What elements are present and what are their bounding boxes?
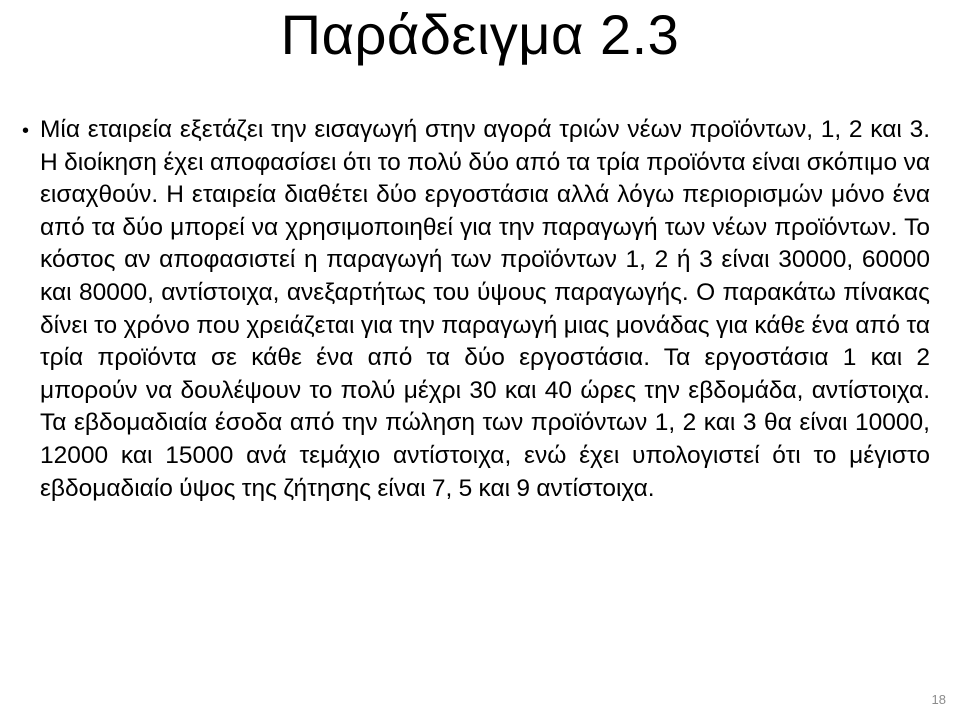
slide-title: Παράδειγμα 2.3 bbox=[280, 3, 680, 66]
problem-description: Μία εταιρεία εξετάζει την εισαγωγή στην αγορά τριών νέων προϊόντων, 1, 2 και 3. Η διοίκηση έχει αποφασίσει ότι το πολύ δύο από τα τρία προϊόντα είναι σκόπιμο να εισαχθούν. Η εταιρεία διαθέτει δύο εργοστάσια αλλά λόγω περιορισμών μόνο ένα από τα δύο μπορεί να χρησιμοποιηθεί για την παραγωγή των νέων προϊόντων. Το κόστος αν αποφασιστεί η παραγωγή των προϊόντων 1, 2 ή 3 είναι 30000, 60000 και 80000, αντίστοιχα, ανεξαρτήτως του ύψους παραγωγής. Ο παρακάτω πίνακας δίνει το χρόνο που χρειάζεται για την παραγωγή μιας μονάδας για κάθε ένα από τα τρία προϊόντα σε κάθε ένα από τα δύο εργοστάσια. Τα εργοστάσια 1 και 2 μπορούν να δουλέψουν το πολύ μέχρι 30 και 40 ώρες την εβδομάδα, αντίστοιχα. Τα εβδομαδιαία έσοδα από την πώληση των προϊόντων 1, 2 και 3 θα είναι 10000, 12000 και 15000 ανά τεμάχιο αντίστοιχα, ενώ έχει υπολογιστεί ότι το μέγιστο εβδομαδιαίο ύψος της ζήτησης είναι 7, 5 και 9 αντίστοιχα. bbox=[40, 116, 930, 502]
bullet-item bbox=[22, 114, 930, 505]
bullet-icon: • bbox=[22, 120, 30, 142]
slide-number: 18 bbox=[931, 692, 946, 707]
slide-body bbox=[22, 114, 930, 505]
